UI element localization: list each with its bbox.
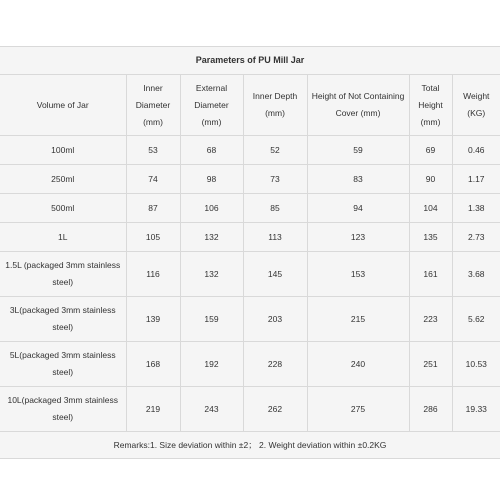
cell-inner-diameter: 168 [126,342,180,387]
cell-inner-depth: 113 [243,223,307,252]
cell-total-height: 104 [409,194,452,223]
cell-external-diameter: 192 [180,342,243,387]
table-row [0,342,500,387]
cell-height-no-cover: 275 [307,387,409,432]
table-row [0,387,500,432]
table-row [0,194,500,223]
cell-inner-diameter: 87 [126,194,180,223]
cell-inner-diameter: 105 [126,223,180,252]
cell-inner-diameter: 139 [126,297,180,342]
cell-inner-diameter: 74 [126,165,180,194]
header-height-no-cover: Height of Not Containing Cover (mm) [307,75,409,136]
cell-height-no-cover: 240 [307,342,409,387]
table-title: Parameters of PU Mill Jar [0,47,500,75]
cell-volume: 10L(packaged 3mm stainless steel) [0,387,126,432]
cell-weight: 10.53 [452,342,500,387]
table-remarks: Remarks:1. Size deviation within ±2； 2. Weight deviation within ±0.2KG [0,432,500,459]
cell-inner-depth: 228 [243,342,307,387]
cell-total-height: 251 [409,342,452,387]
cell-weight: 5.62 [452,297,500,342]
table-row [0,297,500,342]
cell-weight: 3.68 [452,252,500,297]
cell-height-no-cover: 153 [307,252,409,297]
cell-total-height: 69 [409,136,452,165]
cell-height-no-cover: 59 [307,136,409,165]
cell-external-diameter: 68 [180,136,243,165]
cell-weight: 19.33 [452,387,500,432]
cell-total-height: 223 [409,297,452,342]
cell-total-height: 90 [409,165,452,194]
cell-external-diameter: 243 [180,387,243,432]
parameters-sheet [0,46,500,452]
cell-total-height: 161 [409,252,452,297]
cell-height-no-cover: 123 [307,223,409,252]
cell-external-diameter: 159 [180,297,243,342]
cell-inner-depth: 85 [243,194,307,223]
header-inner-diameter: Inner Diameter (mm) [126,75,180,136]
table-row [0,165,500,194]
table-row [0,136,500,165]
cell-inner-depth: 203 [243,297,307,342]
cell-volume: 3L(packaged 3mm stainless steel) [0,297,126,342]
header-inner-depth: Inner Depth (mm) [243,75,307,136]
cell-volume: 100ml [0,136,126,165]
cell-volume: 1L [0,223,126,252]
cell-volume: 5L(packaged 3mm stainless steel) [0,342,126,387]
cell-weight: 1.17 [452,165,500,194]
cell-height-no-cover: 83 [307,165,409,194]
cell-height-no-cover: 215 [307,297,409,342]
cell-height-no-cover: 94 [307,194,409,223]
table-row [0,223,500,252]
cell-inner-depth: 73 [243,165,307,194]
cell-weight: 1.38 [452,194,500,223]
cell-inner-depth: 262 [243,387,307,432]
cell-weight: 0.46 [452,136,500,165]
header-weight: Weight (KG) [452,75,500,136]
table-row [0,252,500,297]
header-row [0,75,500,136]
cell-inner-depth: 52 [243,136,307,165]
header-total-height: Total Height (mm) [409,75,452,136]
cell-inner-diameter: 219 [126,387,180,432]
cell-external-diameter: 132 [180,223,243,252]
cell-volume: 1.5L (packaged 3mm stainless steel) [0,252,126,297]
parameters-table [0,46,500,459]
header-external-diameter: External Diameter (mm) [180,75,243,136]
cell-external-diameter: 98 [180,165,243,194]
cell-total-height: 286 [409,387,452,432]
cell-inner-depth: 145 [243,252,307,297]
cell-inner-diameter: 53 [126,136,180,165]
header-volume: Volume of Jar [0,75,126,136]
cell-volume: 250ml [0,165,126,194]
cell-external-diameter: 106 [180,194,243,223]
cell-total-height: 135 [409,223,452,252]
cell-volume: 500ml [0,194,126,223]
cell-inner-diameter: 116 [126,252,180,297]
cell-weight: 2.73 [452,223,500,252]
cell-external-diameter: 132 [180,252,243,297]
